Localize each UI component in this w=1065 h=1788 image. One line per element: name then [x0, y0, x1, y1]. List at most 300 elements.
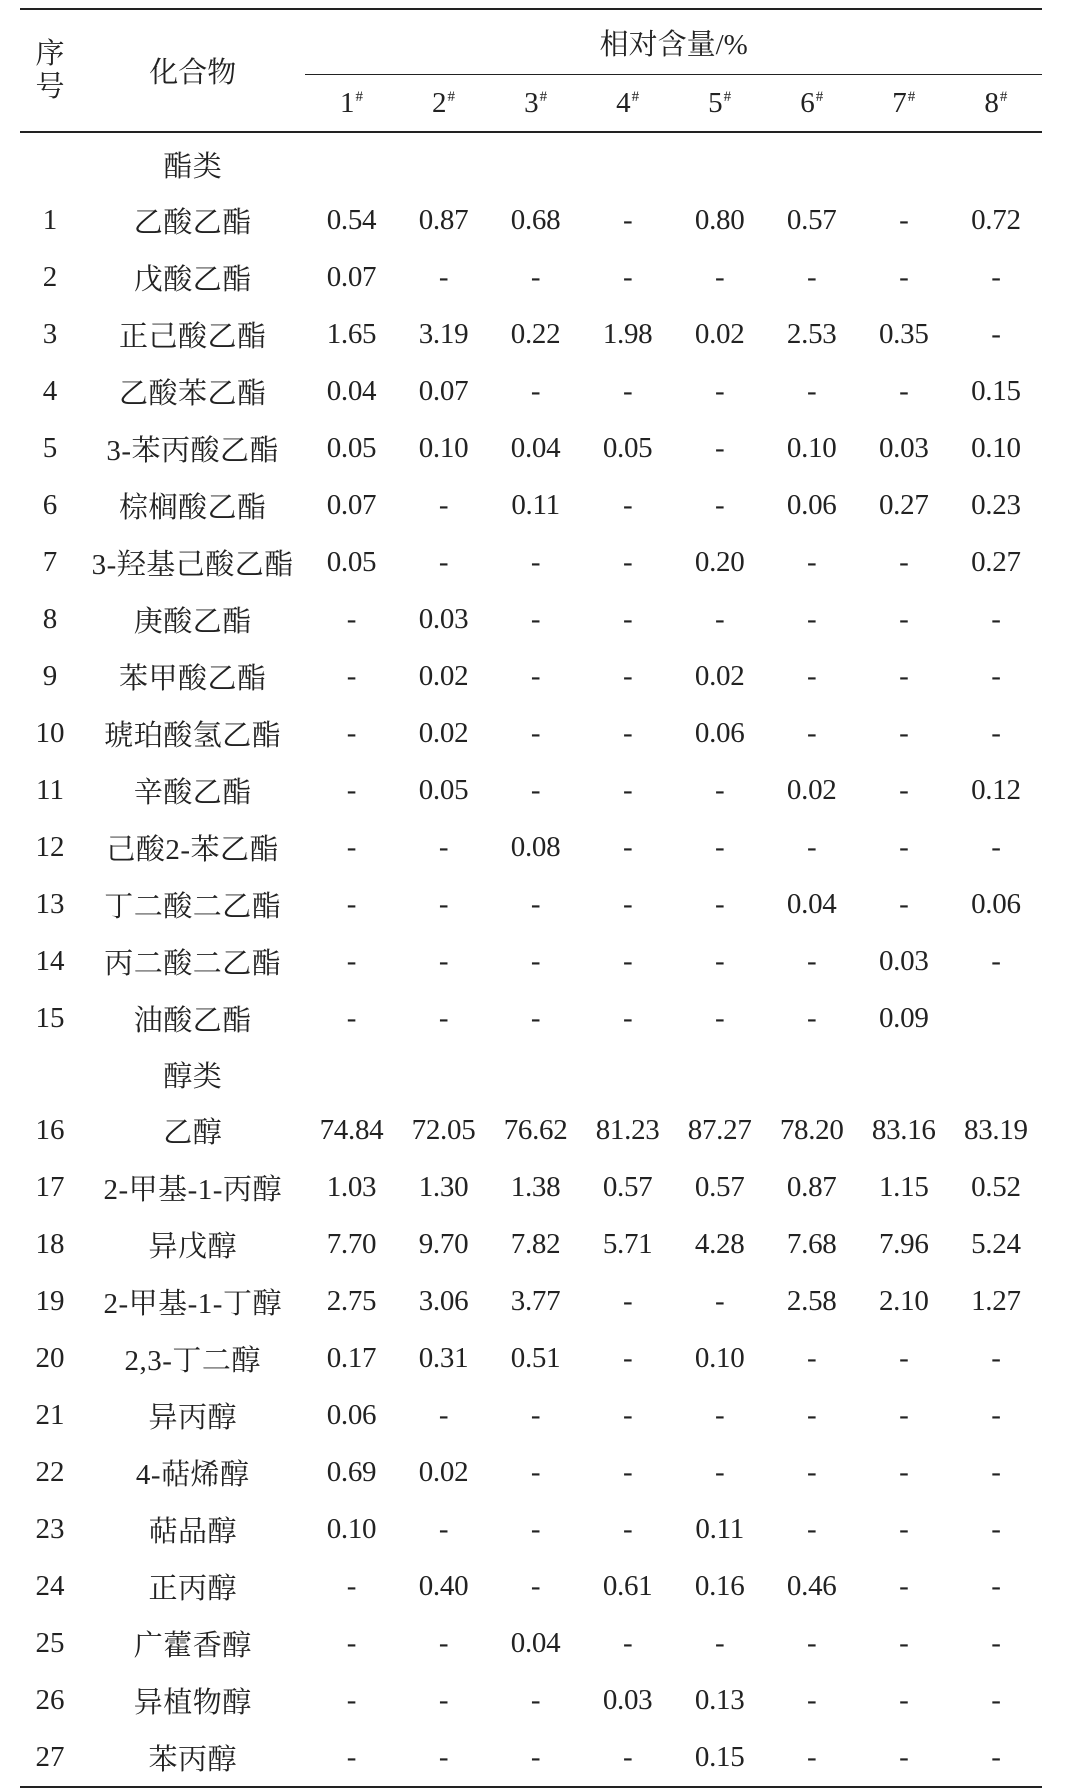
table-row	[20, 363, 1042, 420]
value-cell-sample-2: 3.06	[418, 1285, 469, 1317]
compound-name: 2-甲基-1-丙醇	[103, 1174, 282, 1206]
value-cell-sample-1: -	[346, 945, 357, 977]
table-row	[20, 1102, 1042, 1159]
row-index: 3	[42, 318, 58, 350]
table-row	[20, 1330, 1042, 1387]
value-cell-sample-5: 0.20	[694, 546, 745, 578]
value-cell-sample-8: -	[991, 603, 1001, 635]
row-index: 12	[35, 831, 65, 863]
value-cell-sample-8: 0.06	[971, 888, 1021, 920]
value-cell-sample-8: -	[991, 318, 1001, 350]
value-cell-sample-7: -	[899, 660, 909, 692]
category-empty-cell	[766, 1047, 858, 1102]
index-column-header	[20, 9, 80, 132]
table-row	[20, 249, 1042, 306]
value-cell-sample-1: -	[346, 1002, 357, 1034]
compound-name: 油酸乙酯	[133, 1005, 252, 1037]
table-row	[20, 1729, 1042, 1787]
value-cell-sample-8: 0.27	[971, 546, 1021, 578]
value-cell-sample-4: 0.61	[602, 1570, 653, 1602]
value-cell-sample-8: -	[991, 261, 1001, 293]
category-label: 醇类	[163, 1061, 223, 1093]
index-header-line-1: 序	[35, 37, 65, 70]
compound-name: 乙酸乙酯	[133, 207, 252, 239]
value-cell-sample-1: -	[346, 774, 357, 806]
value-cell-sample-4: -	[622, 1399, 633, 1431]
value-cell-sample-5: 0.10	[694, 1342, 745, 1374]
value-cell-sample-2: 0.31	[418, 1342, 469, 1374]
row-index: 17	[35, 1171, 65, 1203]
compound-name: 异丙醇	[148, 1402, 237, 1434]
value-cell-sample-5: -	[714, 831, 725, 863]
value-cell-sample-7: 0.35	[878, 318, 929, 350]
value-cell-sample-1: 1.03	[326, 1171, 377, 1203]
value-cell-sample-6: -	[807, 1684, 817, 1716]
value-cell-sample-6: 0.87	[786, 1171, 837, 1203]
value-cell-sample-4: -	[622, 1456, 633, 1488]
value-cell-sample-5: 0.06	[694, 717, 745, 749]
value-cell-sample-4: -	[622, 717, 633, 749]
row-index: 20	[35, 1342, 65, 1374]
value-cell-sample-3: -	[530, 375, 541, 407]
value-cell-sample-4: -	[622, 1285, 633, 1317]
value-cell-sample-7: 0.03	[878, 945, 929, 977]
category-empty-cell	[858, 1047, 950, 1102]
category-empty-cell	[950, 132, 1042, 192]
category-empty-cell	[674, 132, 766, 192]
category-empty-cell	[674, 1047, 766, 1102]
compound-column-header: 化合物	[80, 9, 305, 132]
compound-name: 庚酸乙酯	[133, 606, 252, 638]
value-cell-sample-6: -	[807, 603, 817, 635]
table-row	[20, 1444, 1042, 1501]
value-cell-sample-6: 0.10	[786, 432, 837, 464]
value-cell-sample-4: 0.03	[602, 1684, 653, 1716]
value-cell-sample-7: -	[899, 204, 909, 236]
value-cell-sample-8: -	[991, 1627, 1001, 1659]
value-cell-sample-2: -	[438, 831, 449, 863]
value-cell-sample-8: 0.23	[971, 489, 1021, 521]
value-cell-sample-4: 81.23	[595, 1114, 660, 1146]
value-cell-sample-6: -	[807, 717, 817, 749]
value-cell-sample-8: 0.72	[971, 204, 1021, 236]
value-cell-sample-7: -	[899, 1342, 909, 1374]
value-cell-sample-2: 0.07	[418, 375, 469, 407]
row-index: 18	[35, 1228, 65, 1260]
value-cell-sample-1: 7.70	[326, 1228, 377, 1260]
compound-content-table	[20, 8, 1042, 1788]
value-cell-sample-7: -	[899, 546, 909, 578]
value-cell-sample-1: 2.75	[326, 1285, 377, 1317]
value-cell-sample-3: 3.77	[510, 1285, 561, 1317]
value-cell-sample-5: -	[714, 774, 725, 806]
value-cell-sample-3: -	[530, 603, 541, 635]
value-cell-sample-4: 0.57	[602, 1171, 653, 1203]
row-index: 24	[35, 1570, 65, 1602]
value-cell-sample-2: -	[438, 489, 449, 521]
value-cell-sample-1: 0.69	[326, 1456, 377, 1488]
value-cell-sample-2: 0.40	[418, 1570, 469, 1602]
value-cell-sample-7: -	[899, 1570, 909, 1602]
compound-name: 己酸2-苯乙酯	[106, 834, 280, 866]
value-cell-sample-6: -	[807, 261, 817, 293]
value-cell-sample-4: 0.05	[602, 432, 653, 464]
value-cell-sample-2: -	[438, 888, 449, 920]
category-empty-cell	[858, 132, 950, 192]
compound-name: 琥珀酸氢乙酯	[104, 720, 282, 752]
table-row	[20, 477, 1042, 534]
value-cell-sample-2: 0.02	[418, 1456, 469, 1488]
value-cell-sample-6: -	[807, 1456, 817, 1488]
value-cell-sample-4: -	[622, 660, 633, 692]
sample-number: 7	[892, 86, 907, 119]
value-cell-sample-7: 1.15	[878, 1171, 929, 1203]
sample-mark: #	[447, 88, 456, 105]
value-cell-sample-8: 83.19	[964, 1114, 1028, 1146]
value-cell-sample-2: -	[438, 1002, 449, 1034]
compound-name: 正己酸乙酯	[118, 321, 267, 353]
value-cell-sample-4: -	[622, 261, 633, 293]
value-cell-sample-6: -	[807, 546, 817, 578]
sample-number: 5	[708, 86, 723, 119]
row-index: 14	[35, 945, 65, 977]
value-cell-sample-6: 7.68	[786, 1228, 837, 1260]
value-cell-sample-3: 7.82	[510, 1228, 561, 1260]
sample-number: 1	[339, 86, 355, 119]
sample-mark: #	[815, 88, 824, 105]
value-cell-sample-1: 74.84	[319, 1114, 384, 1146]
row-index: 13	[35, 888, 65, 920]
value-cell-sample-2: -	[438, 261, 449, 293]
value-cell-sample-6: -	[807, 945, 817, 977]
value-cell-sample-4: -	[622, 546, 633, 578]
category-empty-cell	[305, 132, 397, 192]
sample-header-7	[858, 75, 950, 133]
compound-name: 戊酸乙酯	[133, 264, 252, 296]
sample-header-6	[766, 75, 858, 133]
value-cell-sample-1: -	[346, 717, 357, 749]
value-cell-sample-1: -	[305, 1729, 397, 1787]
value-cell-sample-3: -	[530, 1513, 541, 1545]
value-cell-sample-2: -	[438, 546, 449, 578]
table-row	[20, 420, 1042, 477]
value-cell-sample-5: -	[714, 1627, 725, 1659]
value-cell-sample-1: 0.05	[326, 546, 377, 578]
table-row	[20, 1387, 1042, 1444]
value-cell-sample-7: -	[899, 1627, 909, 1659]
sample-mark: #	[539, 88, 548, 105]
value-cell-sample-7: -	[899, 603, 909, 635]
value-cell-sample-2: 0.02	[418, 660, 469, 692]
value-cell-sample-7: -	[899, 261, 909, 293]
value-cell-sample-7: -	[899, 1399, 909, 1431]
value-cell-sample-4: -	[622, 375, 633, 407]
value-cell-sample-5: 0.57	[694, 1171, 745, 1203]
value-cell-sample-2: 72.05	[411, 1114, 476, 1146]
value-cell-sample-8: -	[991, 1513, 1001, 1545]
value-cell-sample-5: -	[714, 1399, 725, 1431]
value-cell-sample-1: 0.05	[326, 432, 377, 464]
value-cell-sample-4: -	[622, 1002, 633, 1034]
value-cell-sample-6: 2.58	[786, 1285, 837, 1317]
value-cell-sample-7: -	[899, 717, 909, 749]
category-empty-cell	[766, 132, 858, 192]
value-cell-sample-5: 0.02	[694, 660, 745, 692]
value-cell-sample-1: 0.04	[326, 375, 377, 407]
row-index: 8	[42, 603, 58, 635]
value-cell-sample-4: 1.98	[602, 318, 653, 350]
row-index: 1	[42, 204, 58, 236]
value-cell-sample-8: -	[991, 717, 1001, 749]
row-index: 9	[42, 660, 58, 692]
compound-name: 异戊醇	[148, 1231, 237, 1263]
row-index: 10	[35, 717, 65, 749]
value-cell-sample-3: -	[530, 1684, 541, 1716]
value-cell-sample-8: -	[991, 945, 1001, 977]
sample-mark: #	[355, 88, 363, 105]
value-cell-sample-6: -	[807, 1399, 817, 1431]
value-cell-sample-7: 0.09	[878, 1002, 929, 1034]
compound-name: 3-羟基己酸乙酯	[91, 549, 294, 581]
table-row	[20, 1216, 1042, 1273]
table-row	[20, 1615, 1042, 1672]
value-cell-sample-2: -	[438, 1684, 449, 1716]
value-cell-sample-7: -	[899, 831, 909, 863]
category-empty-cell	[398, 132, 490, 192]
value-cell-sample-1: -	[346, 660, 357, 692]
compound-name: 辛酸乙酯	[133, 777, 252, 809]
value-cell-sample-8: -	[991, 1570, 1001, 1602]
value-cell-sample-2: -	[398, 1729, 490, 1787]
compound-name: 丁二酸二乙酯	[104, 891, 282, 923]
row-index: 7	[42, 546, 58, 578]
sample-header-4	[582, 75, 674, 133]
value-cell-sample-7: 2.10	[878, 1285, 929, 1317]
category-empty-cell	[950, 1047, 1042, 1102]
value-cell-sample-6: 78.20	[779, 1114, 844, 1146]
value-cell-sample-2: 0.02	[418, 717, 469, 749]
table-row	[20, 1558, 1042, 1615]
value-cell-sample-8: -	[991, 1684, 1001, 1716]
value-cell-sample-8: 5.24	[971, 1228, 1021, 1260]
value-cell-sample-1: 1.65	[326, 318, 377, 350]
table-row	[20, 762, 1042, 819]
category-empty-cell	[490, 132, 582, 192]
value-cell-sample-7: -	[858, 1729, 950, 1787]
sample-mark: #	[723, 88, 732, 105]
category-row	[20, 1047, 1042, 1102]
value-cell-sample-4: -	[622, 603, 633, 635]
value-cell-sample-1: 0.10	[326, 1513, 377, 1545]
sample-header-2	[398, 75, 490, 133]
value-cell-sample-5: -	[714, 603, 725, 635]
sample-number: 2	[432, 86, 447, 119]
value-cell-sample-1: -	[346, 831, 357, 863]
value-cell-sample-4: -	[622, 945, 633, 977]
value-cell-sample-7: -	[899, 1513, 909, 1545]
table-row	[20, 306, 1042, 363]
index-header-line-2: 号	[35, 70, 65, 103]
table-row	[20, 1501, 1042, 1558]
value-cell-sample-5: 4.28	[694, 1228, 745, 1260]
table-row	[20, 990, 1042, 1047]
value-cell-sample-7: 0.27	[878, 489, 929, 521]
compound-name: 乙酸苯乙酯	[118, 378, 267, 410]
compound-name: 2-甲基-1-丁醇	[103, 1288, 282, 1320]
value-cell-sample-7: -	[899, 375, 909, 407]
compound-name: 4-萜烯醇	[135, 1459, 250, 1491]
value-cell-sample-1: -	[346, 1570, 357, 1602]
table-row	[20, 534, 1042, 591]
value-cell-sample-1: -	[346, 1627, 357, 1659]
row-index: 26	[35, 1684, 65, 1716]
row-index: 5	[42, 432, 58, 464]
value-cell-sample-3: -	[530, 1399, 541, 1431]
value-cell-sample-8: 0.15	[971, 375, 1021, 407]
value-cell-sample-5: -	[714, 489, 725, 521]
row-index: 11	[36, 774, 64, 806]
value-cell-sample-4: -	[622, 888, 633, 920]
value-cell-sample-3: -	[530, 546, 541, 578]
value-cell-sample-2: -	[438, 945, 449, 977]
value-cell-sample-7: 0.03	[878, 432, 929, 464]
sample-header-1	[305, 75, 397, 133]
table-row	[20, 933, 1042, 990]
value-cell-sample-3: -	[490, 1729, 582, 1787]
value-cell-sample-3: 0.22	[510, 318, 561, 350]
value-cell-sample-5: -	[714, 1002, 725, 1034]
compound-name: 苯丙醇	[80, 1729, 305, 1787]
value-cell-sample-8: 1.27	[971, 1285, 1021, 1317]
row-index: 21	[35, 1399, 65, 1431]
value-cell-sample-1: -	[346, 888, 357, 920]
row-index: 25	[35, 1627, 65, 1659]
compound-name: 萜品醇	[148, 1516, 237, 1548]
value-cell-sample-4: -	[582, 1729, 674, 1787]
table-row	[20, 876, 1042, 933]
value-cell-sample-6: -	[807, 1627, 817, 1659]
value-cell-sample-1: -	[346, 603, 357, 635]
value-cell-sample-5: -	[714, 1285, 725, 1317]
table-header	[20, 9, 1042, 132]
value-cell-sample-2: -	[438, 1627, 449, 1659]
compound-name: 异植物醇	[133, 1687, 252, 1719]
value-cell-sample-1: 0.06	[326, 1399, 377, 1431]
compound-name: 广藿香醇	[133, 1630, 252, 1662]
value-cell-sample-3: -	[530, 945, 541, 977]
compound-name: 棕榈酸乙酯	[118, 492, 267, 524]
value-cell-sample-8: 0.10	[971, 432, 1021, 464]
value-cell-sample-8	[950, 990, 1042, 1047]
value-cell-sample-2: 1.30	[418, 1171, 469, 1203]
value-cell-sample-6: -	[807, 1513, 817, 1545]
category-index-cell	[20, 132, 80, 192]
row-index: 4	[42, 375, 58, 407]
value-cell-sample-5: 0.02	[694, 318, 745, 350]
sample-mark: #	[999, 88, 1008, 105]
compound-name: 3-苯丙酸乙酯	[106, 435, 280, 467]
value-cell-sample-1: 0.07	[326, 489, 377, 521]
sample-header-3	[490, 75, 582, 133]
category-empty-cell	[398, 1047, 490, 1102]
value-cell-sample-5: 0.13	[694, 1684, 745, 1716]
value-cell-sample-2: 3.19	[418, 318, 469, 350]
sample-mark: #	[907, 88, 916, 105]
value-cell-sample-4: -	[622, 204, 633, 236]
value-cell-sample-5: -	[714, 888, 725, 920]
value-cell-sample-4: 5.71	[602, 1228, 653, 1260]
row-index: 22	[35, 1456, 65, 1488]
value-cell-sample-2: 9.70	[418, 1228, 469, 1260]
value-cell-sample-4: -	[622, 1513, 633, 1545]
category-empty-cell	[582, 1047, 674, 1102]
value-cell-sample-5: 0.16	[694, 1570, 745, 1602]
category-empty-cell	[305, 1047, 397, 1102]
value-cell-sample-2: 0.10	[418, 432, 469, 464]
row-index: 16	[35, 1114, 65, 1146]
value-cell-sample-5: -	[714, 1456, 725, 1488]
table-row	[20, 192, 1042, 249]
value-cell-sample-6: -	[766, 1729, 858, 1787]
value-cell-sample-8: 0.12	[971, 774, 1021, 806]
value-cell-sample-3: -	[530, 1456, 541, 1488]
row-index: 23	[35, 1513, 65, 1545]
table-row	[20, 648, 1042, 705]
value-cell-sample-6: 0.04	[786, 888, 837, 920]
compound-name: 丙二酸二乙酯	[104, 948, 282, 980]
sample-header-8	[950, 75, 1042, 133]
value-cell-sample-6: -	[807, 831, 817, 863]
value-cell-sample-1: -	[346, 1684, 357, 1716]
table-body	[20, 132, 1042, 1787]
value-cell-sample-3: 76.62	[503, 1114, 568, 1146]
value-cell-sample-3: -	[530, 888, 541, 920]
category-empty-cell	[490, 1047, 582, 1102]
table-row	[20, 819, 1042, 876]
value-cell-sample-2: 0.87	[418, 204, 469, 236]
value-cell-sample-6: 0.46	[786, 1570, 837, 1602]
value-cell-sample-3: 0.08	[510, 831, 561, 863]
table-row	[20, 1273, 1042, 1330]
value-cell-sample-7: -	[899, 774, 909, 806]
value-cell-sample-3: -	[530, 660, 541, 692]
value-cell-sample-3: 0.68	[510, 204, 561, 236]
compound-name: 乙醇	[163, 1117, 223, 1149]
value-cell-sample-3: 0.51	[510, 1342, 561, 1374]
category-label: 酯类	[163, 151, 223, 183]
value-cell-sample-6: -	[807, 1342, 817, 1374]
value-cell-sample-8: 0.52	[971, 1171, 1021, 1203]
value-cell-sample-5: -	[714, 432, 725, 464]
sample-number: 3	[524, 86, 539, 119]
value-cell-sample-6: -	[807, 1002, 817, 1034]
value-cell-sample-8: -	[950, 1729, 1042, 1787]
category-row	[20, 132, 1042, 192]
value-cell-sample-3: 0.04	[510, 432, 561, 464]
compound-name: 2,3-丁二醇	[124, 1345, 261, 1377]
value-cell-sample-5: 87.27	[687, 1114, 752, 1146]
value-cell-sample-4: -	[622, 774, 633, 806]
value-cell-sample-8: -	[991, 831, 1001, 863]
value-cell-sample-3: 1.38	[510, 1171, 561, 1203]
sample-header-5	[674, 75, 766, 133]
value-cell-sample-4: -	[622, 1342, 633, 1374]
value-cell-sample-4: -	[622, 489, 633, 521]
relative-content-header: 相对含量/%	[305, 9, 1042, 75]
value-cell-sample-8: -	[991, 1399, 1001, 1431]
value-cell-sample-2: 0.03	[418, 603, 469, 635]
value-cell-sample-8: -	[991, 1342, 1001, 1374]
